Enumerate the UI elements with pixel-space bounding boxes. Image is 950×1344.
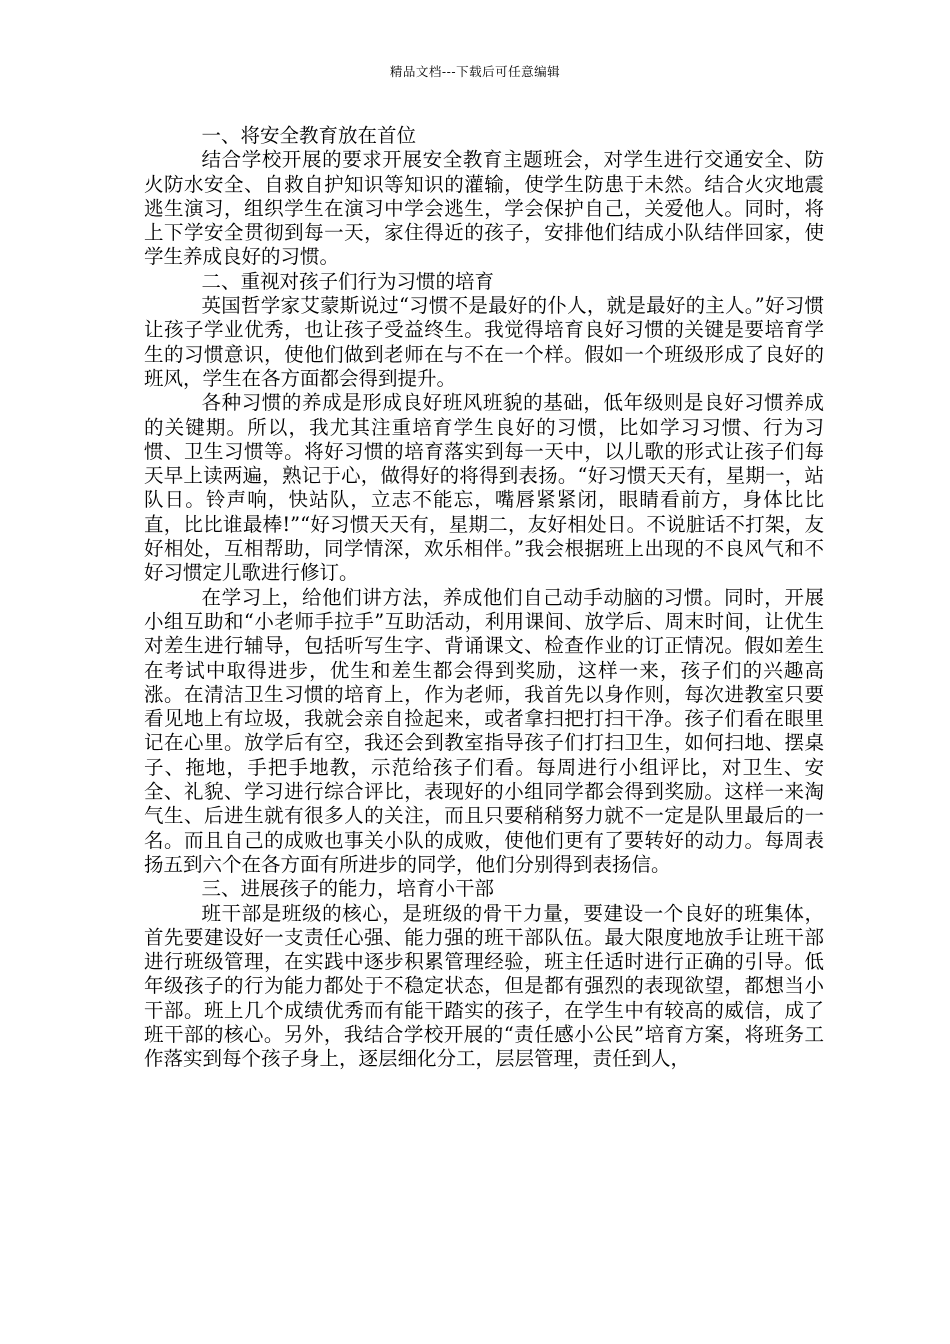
paragraph-habit-quote: 英国哲学家艾蒙斯说过“习惯不是最好的仆人，就是最好的主人。”好习惯让孩子学业优秀，也让孩子受益终生。我觉得培育良好习惯的关键是要培育学生的习惯意识，使他们做到老师在与不在一个样。假如一个班级形成了良好的班风，学生在各方面都会得到提升。: [144, 294, 824, 390]
paragraph-safety-education: 结合学校开展的要求开展安全教育主题班会，对学生进行交通安全、防火防水安全、自救自护知识等知识的灌输，使学生防患于未然。结合火灾地震逃生演习，组织学生在演习中学会逃生，学会保护自己，关爱他人。同时，将上下学安全贯彻到每一天，家住得近的孩子，安排他们结成小队结伴回家，使学生养成良好的习惯。: [144, 148, 824, 269]
section-heading-2: 二、重视对孩子们行为习惯的培育: [201, 269, 495, 293]
section-heading-1: 一、将安全教育放在首位: [201, 124, 417, 147]
paragraph-class-cadres: 班干部是班级的核心，是班级的骨干力量，要建设一个良好的班集体，首先要建设好一支责任心强、能力强的班干部队伍。最大限度地放手让班干部进行班级管理，在实践中逐步积累管理经验，班主任适时进行正确的引导。低年级孩子的行为能力都处于不稳定状态，但是都有强烈的表现欲望，都想当小干部。班上几个成绩优秀而有能干踏实的孩子，在学生中有较高的威信，成了班干部的核心。另外，我结合学校开展的“责任感小公民”培育方案，将班务工作落实到每个孩子身上，逐层细化分工，层层管理，责任到人，: [144, 901, 824, 1071]
page-header: 精品文档---下载后可任意编辑: [389, 64, 561, 79]
paragraph-habit-formation: 各种习惯的养成是形成良好班风班貌的基础，低年级则是良好习惯养成的关键期。所以，我尤其注重培育学生良好的习惯，比如学习习惯、行为习惯、卫生习惯等。将好习惯的培育落实到每一天中，以儿歌的形式让孩子们每天早上读两遍，熟记于心，做得好的将得到表扬。“好习惯天天有，星期一，站队日。铃声响，快站队，立志不能忘，嘴唇紧紧闭，眼睛看前方，身体比比直，比比谁最棒!”“好习惯天天有，星期二，友好相处日。不说脏话不打架，友好相处，互相帮助，同学情深，欢乐相伴。”我会根据班上出现的不良风气和不好习惯定儿歌进行修订。: [144, 391, 824, 585]
paragraph-study-and-hygiene: 在学习上，给他们讲方法，养成他们自己动手动脑的习惯。同时，开展小组互助和“小老师手拉手”互助活动，利用课间、放学后、周末时间，让优生对差生进行辅导，包括听写生字、背诵课文、检查作业的订正情况。假如差生在考试中取得进步，优生和差生都会得到奖励，这样一来，孩子们的兴趣高涨。在清洁卫生习惯的培育上，作为老师，我首先以身作则，每次进教室只要看见地上有垃圾，我就会亲自捡起来，或者拿扫把打扫干净。孩子们看在眼里记在心里。放学后有空，我还会到教室指导孩子们打扫卫生，如何扫地、摆桌子、拖地，手把手地教，示范给孩子们看。每周进行小组评比，对卫生、安全、礼貌、学习进行综合评比，表现好的小组同学都会得到奖励。这样一来淘气生、后进生就有很多人的关注，而且只要稍稍努力就不一定是队里最后的一名。而且自己的成败也事关小队的成败，使他们更有了要转好的动力。每周表扬五到六个在各方面有所进步的同学，他们分别得到表扬信。: [144, 585, 824, 876]
document-body: [144, 124, 824, 1072]
section-heading-3: 三、进展孩子的能力，培育小干部: [201, 877, 495, 901]
